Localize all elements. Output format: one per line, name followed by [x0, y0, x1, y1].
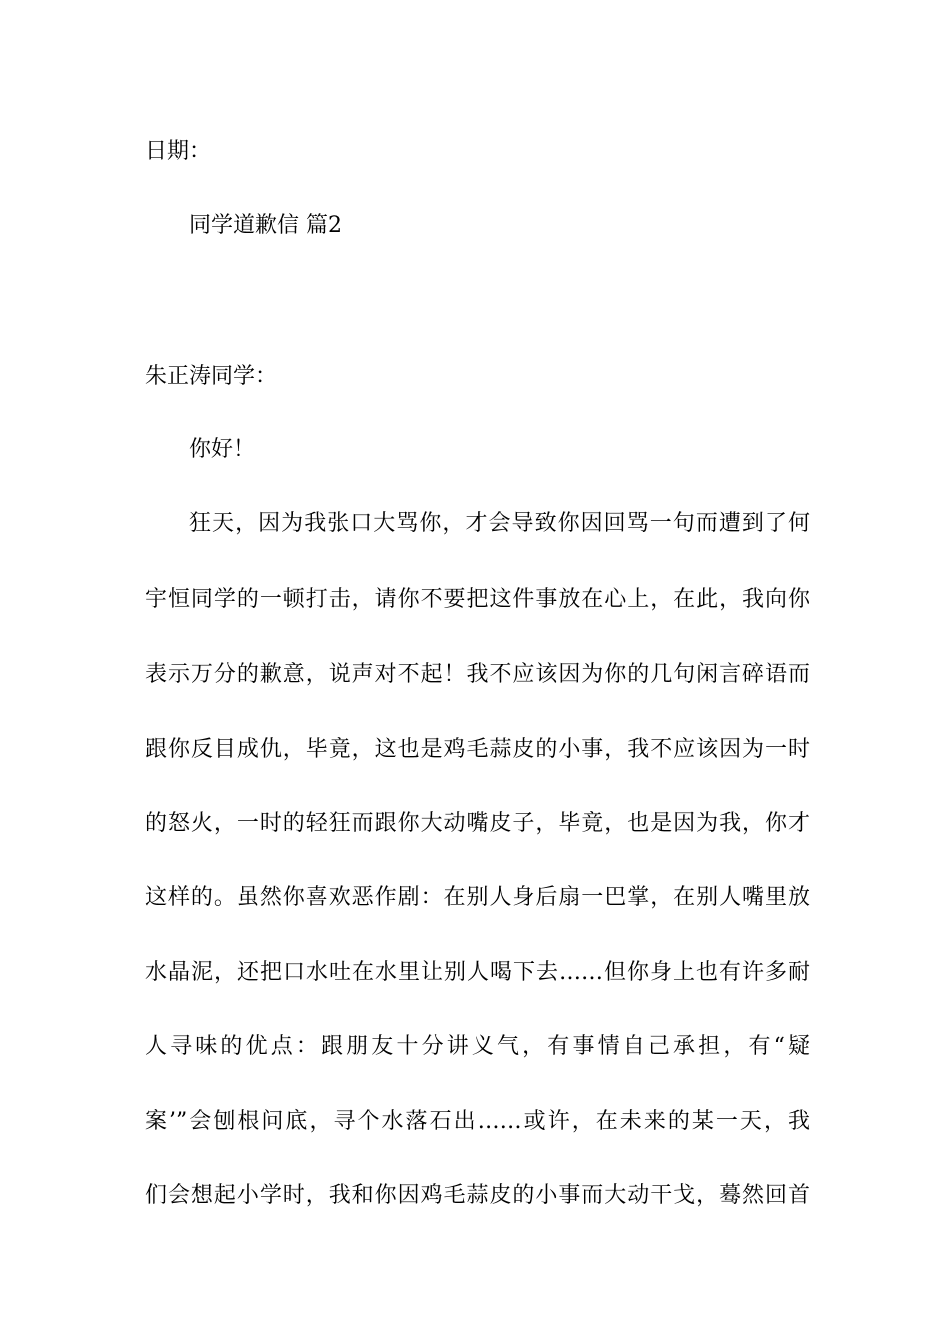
body-line: 狂天，因为我张口大骂你，才会导致你因回骂一句而遭到了何 — [189, 511, 810, 536]
body-line: 这样的。虽然你喜欢恶作剧：在别人身后扇一巴掌，在别人嘴里放 — [145, 885, 810, 910]
body-line: 人寻味的优点：跟朋友十分讲义气，有事情自己承担，有“疑 — [145, 1034, 810, 1059]
salutation: 朱正涛同学： — [145, 364, 278, 389]
body-line: 的怒火，一时的轻狂而跟你大动嘴皮子，毕竟，也是因为我，你才 — [145, 811, 810, 836]
body-line: 表示万分的歉意，说声对不起！我不应该因为你的几句闲言碎语而 — [145, 662, 810, 687]
body-line: 水晶泥，还把口水吐在水里让别人喝下去……但你身上也有许多耐 — [145, 960, 810, 985]
section-title: 同学道歉信 篇2 — [189, 213, 342, 238]
body-line: 宇恒同学的一顿打击，请你不要把这件事放在心上，在此，我向你 — [145, 587, 810, 612]
body-line: 跟你反目成仇，毕竟，这也是鸡毛蒜皮的小事，我不应该因为一时 — [145, 737, 810, 762]
body-line: 案’”会刨根问底，寻个水落石出……或许，在未来的某一天，我 — [145, 1109, 810, 1134]
greeting: 你好！ — [189, 437, 256, 462]
date-label: 日期： — [145, 139, 212, 164]
body-line: 们会想起小学时，我和你因鸡毛蒜皮的小事而大动干戈，蓦然回首 — [145, 1183, 810, 1208]
